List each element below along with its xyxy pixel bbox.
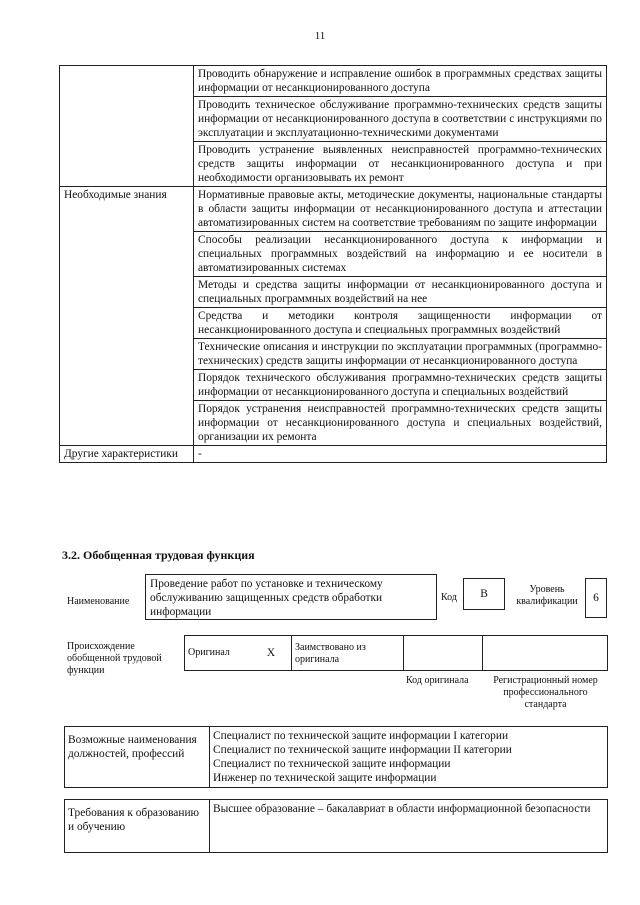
education-table <box>64 799 608 853</box>
knowledge-cell: Порядок устранения неисправностей программно-технических средств защиты информации от несанкционированного доступа и специальных воздействий, организации их ремонта <box>194 401 607 446</box>
name-label: Наименование <box>67 596 130 607</box>
positions-list <box>210 727 608 788</box>
knowledge-cell: Методы и средства защиты информации от несанкционированного доступа и специальных программных воздействий на нее <box>194 277 607 308</box>
code-original-label: Код оригинала <box>406 675 469 686</box>
position-item: Инженер по технической защите информации <box>213 772 437 784</box>
action-cell: Проводить техническое обслуживание программно-технических средств защиты информации от несанкционированного доступа в соответствии с инструкциями по эксплуатации и эксплуатационно-техническими документами <box>194 97 607 142</box>
qualification-level-label: Уровень квалификации <box>516 584 578 607</box>
knowledge-cell: Способы реализации несанкционированного доступа к информации и специальных программных воздействий на информацию и ее носители в автоматизированных системах <box>194 232 607 277</box>
education-value: Высшее образование – бакалавриат в области информационной безопасности <box>210 800 608 853</box>
position-item: Специалист по технической защите информации II категории <box>213 744 512 756</box>
table-row <box>60 187 607 232</box>
function-name-box: Проведение работ по установке и техническому обслуживанию защищенных средств обработки информации <box>145 574 437 620</box>
code-label: Код <box>441 592 457 603</box>
knowledge-cell: Средства и методики контроля защищенности информации от несанкционированного доступа и специальных программных воздействий <box>194 308 607 339</box>
education-label: Требования к образованию и обучению <box>65 800 210 853</box>
section-title: 3.2. Обобщенная трудовая функция <box>62 548 255 562</box>
knowledge-label: Необходимые знания <box>60 187 194 446</box>
table-row <box>60 66 607 97</box>
position-item: Специалист по технической защите информации I категории <box>213 730 509 742</box>
action-cell: Проводить устранение выявленных неисправностей программно-технических средств защиты информации от несанкционированного доступа и при необходимости организовывать их ремонт <box>194 142 607 187</box>
original-label: Оригинал <box>185 636 252 671</box>
reg-number-cell <box>483 636 608 671</box>
labor-function-table <box>59 65 607 463</box>
position-item: Специалист по технической защите информации <box>213 758 451 770</box>
positions-label: Возможные наименования должностей, профессий <box>65 727 210 788</box>
other-characteristics-value: - <box>194 446 607 463</box>
page-number: 11 <box>314 30 326 42</box>
qualification-level-value: 6 <box>585 578 607 618</box>
original-mark: X <box>251 636 292 671</box>
empty-label-cell <box>60 66 194 187</box>
knowledge-cell: Нормативные правовые акты, методические документы, национальные стандарты в области защиты информации от несанкционированного доступа и аттестации автоматизированных систем на соответствие требованиям по защите информации <box>194 187 607 232</box>
code-value: B <box>463 578 505 610</box>
code-original-cell <box>404 636 483 671</box>
knowledge-cell: Порядок технического обслуживания программно-технических средств защиты информации от несанкционированного доступа и специальных воздействий <box>194 370 607 401</box>
borrowed-label: Заимствовано из оригинала <box>292 636 404 671</box>
origin-table <box>184 635 608 671</box>
origin-label: Происхождение обобщенной трудовой функции <box>67 641 162 676</box>
positions-table <box>64 726 608 788</box>
table-row <box>60 446 607 463</box>
other-characteristics-label: Другие характеристики <box>60 446 194 463</box>
knowledge-cell: Технические описания и инструкции по эксплуатации программных (программно-технических) средств защиты информации от несанкционированного доступа <box>194 339 607 370</box>
reg-number-label: Регистрационный номер профессионального стандарта <box>493 675 598 710</box>
action-cell: Проводить обнаружение и исправление ошибок в программных средствах защиты информации от несанкционированного доступа <box>194 66 607 97</box>
